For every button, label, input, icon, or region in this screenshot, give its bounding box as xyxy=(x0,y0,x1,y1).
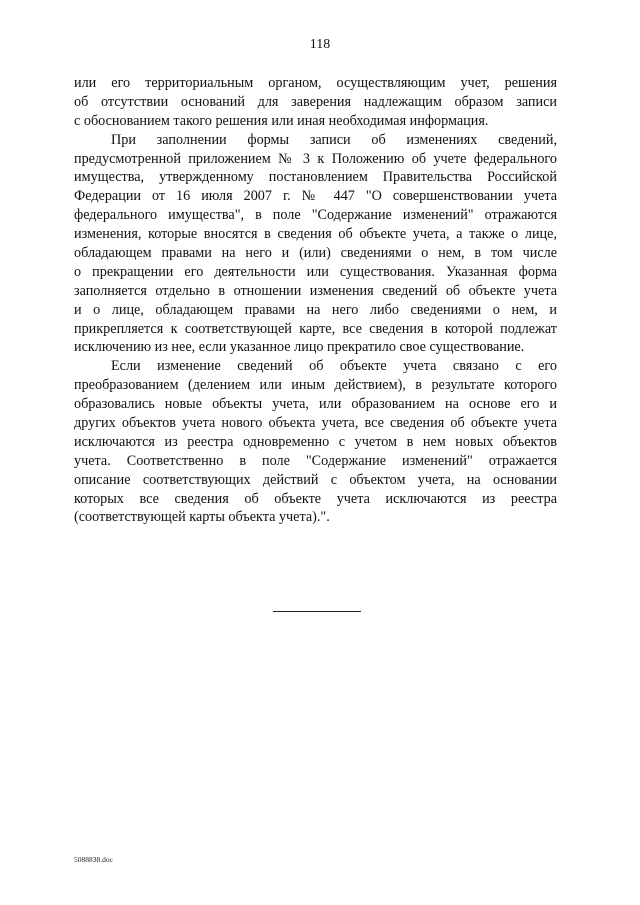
paragraph-3 xyxy=(74,357,557,527)
paragraph-line: описание соответствующих действий с объектом учета, на основании xyxy=(74,471,557,488)
paragraph-line: об отсутствии оснований для заверения надлежащим образом записи xyxy=(74,93,557,110)
paragraph-line: федерального имущества", в поле "Содержание изменений" отражаются xyxy=(74,207,557,224)
paragraph-line: о прекращении его деятельности или существования. Указанная форма xyxy=(74,263,557,280)
paragraph-line: исключению из нее, если указанное лицо прекратило свое существование. xyxy=(74,339,525,356)
paragraph-line: изменения, которые вносятся в сведения об объекте учета, а также о лице, xyxy=(74,226,557,243)
paragraph-line: (соответствующей карты объекта учета).". xyxy=(74,509,330,526)
paragraph-line: с обоснованием такого решения или иная необходимая информация. xyxy=(74,112,489,129)
paragraph-2 xyxy=(74,131,557,358)
paragraph-line: заполняется отдельно в отношении изменения сведений об объекте учета xyxy=(74,282,557,299)
paragraph-line: образовались новые объекты учета, или образованием на основе его и xyxy=(74,396,557,413)
footer-doc-id: 5088838.doc xyxy=(74,855,113,864)
paragraph-line: обладающем правами на него и (или) сведениями о нем, в том числе xyxy=(74,245,557,262)
paragraph-line: При заполнении формы записи об изменениях сведений, xyxy=(111,131,557,148)
paragraph-line: преобразованием (делением или иным действием), в результате которого xyxy=(74,377,557,394)
paragraph-line: исключаются из реестра одновременно с учетом в нем новых объектов xyxy=(74,433,557,450)
paragraph-line: других объектов учета нового объекта учета, все сведения об объекте учета xyxy=(74,415,557,432)
paragraph-line: Если изменение сведений об объекте учета связано с его xyxy=(111,358,557,375)
paragraph-line: прикрепляется к соответствующей карте, все сведения в которой подлежат xyxy=(74,320,557,337)
paragraph-line: имущества, утвержденному постановлением Правительства Российской xyxy=(74,169,557,186)
paragraph-line: предусмотренной приложением № 3 к Положению об учете федерального xyxy=(74,150,557,167)
paragraph-1 xyxy=(74,74,557,131)
paragraph-line: или его территориальным органом, осуществляющим учет, решения xyxy=(74,75,557,91)
paragraph-line: Федерации от 16 июля 2007 г. № 447 "О совершенствовании учета xyxy=(74,188,557,205)
paragraph-line: которых все сведения об объекте учета исключаются из реестра xyxy=(74,490,557,507)
document-body xyxy=(74,74,557,527)
paragraph-line: учета. Соответственно в поле "Содержание изменений" отражается xyxy=(74,452,557,469)
paragraph-line: и о лице, обладающем правами на него либо сведениями о нем, и xyxy=(74,301,557,318)
page-number: 118 xyxy=(309,37,331,52)
end-divider xyxy=(273,611,361,612)
